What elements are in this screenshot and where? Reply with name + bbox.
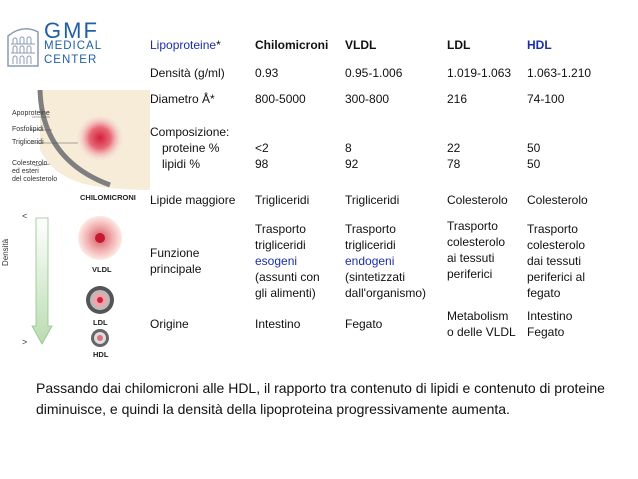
table-row <box>146 60 609 86</box>
cell: Colesterolo <box>447 193 508 207</box>
table-row <box>146 216 609 306</box>
row-label: Diametro Å* <box>150 92 215 106</box>
table-row <box>146 184 609 216</box>
cell: Colesterolo <box>527 193 588 207</box>
cell: Trasporto colesterolo dai tessuti periferici al fegato <box>527 222 586 300</box>
cell: Trigliceridi <box>345 193 400 207</box>
cell: Intestino Fegato <box>527 309 573 339</box>
cell: 0.95-1.006 <box>345 66 403 80</box>
table-row <box>146 86 609 112</box>
density-arrow <box>32 218 52 344</box>
cell: 1.063-1.210 <box>527 66 592 80</box>
logo-medical: MEDICAL <box>44 40 103 52</box>
cell: Trasporto colesterolo ai tessuti periferici <box>447 219 506 281</box>
summary-text: Passando dai chilomicroni alle HDL, il rapporto tra contenuto di lipidi e contenuto di proteine diminuisce, e quindi la densità della lipoproteina progressivamente aumenta. <box>36 380 605 417</box>
row-label: Densità (g/ml) <box>150 66 225 80</box>
caption-chilomicroni: CHILOMICRONI <box>80 193 136 202</box>
cell: Trasporto trigliceridi esogeni (assunti con gli alimenti) <box>255 222 320 300</box>
table-header-row <box>146 30 609 60</box>
header-ldl: LDL <box>447 38 471 52</box>
cell: 800-5000 <box>255 92 306 106</box>
chilo-core <box>76 114 124 162</box>
label-colesterolo: Colesterolo <box>12 160 48 167</box>
cell: <2 98 <box>255 141 269 171</box>
cell: Metabolism o delle VLDL <box>447 309 516 339</box>
logo-center: CENTER <box>44 54 98 66</box>
cell: 8 92 <box>345 141 359 171</box>
cell: 0.93 <box>255 66 279 80</box>
density-label: Densità <box>1 238 10 266</box>
cell: Trasporto trigliceridi endogeni (sintetizzati dall'organismo) <box>345 222 426 300</box>
header-chilomicroni: Chilomicroni <box>255 38 329 52</box>
density-more: > <box>22 337 28 347</box>
cell: Intestino <box>255 317 301 331</box>
row-label: Funzione principale <box>150 246 202 276</box>
caption-hdl: HDL <box>93 350 109 359</box>
label-colesterolo2: del colesterolo <box>12 176 58 183</box>
label-esteri: ed esteri <box>12 168 39 175</box>
header-vldl: VLDL <box>345 38 377 52</box>
header-lipoproteine: Lipoproteine* <box>150 38 221 52</box>
row-label: Origine <box>150 317 189 331</box>
cell: 300-800 <box>345 92 390 106</box>
logo <box>6 18 118 78</box>
table-row <box>146 112 609 184</box>
cell: Trigliceridi <box>255 193 310 207</box>
lipoprotein-table <box>146 30 609 342</box>
cell: Fegato <box>345 317 383 331</box>
caption-vldl: VLDL <box>92 265 112 274</box>
row-label: Lipide maggiore <box>150 193 236 207</box>
cell: 22 78 <box>447 141 461 171</box>
colosseum-icon <box>6 22 40 68</box>
cell: 50 50 <box>527 141 541 171</box>
label-fosfolipidi: Fosfolipidi <box>12 126 44 133</box>
density-less: < <box>22 211 28 221</box>
header-hdl: HDL <box>527 38 552 52</box>
row-label: Composizione: proteine % lipidi % <box>150 125 230 171</box>
logo-gmf: GMF <box>44 18 99 43</box>
cell: 74-100 <box>527 92 565 106</box>
label-trigliceridi: Trigliceridi <box>12 139 44 146</box>
cell: 216 <box>447 92 468 106</box>
label-apoproteine: Apoproteine <box>12 110 50 117</box>
table-row <box>146 306 609 342</box>
lipoprotein-figure <box>0 90 150 365</box>
caption-ldl: LDL <box>93 318 108 327</box>
cell: 1.019-1.063 <box>447 66 512 80</box>
